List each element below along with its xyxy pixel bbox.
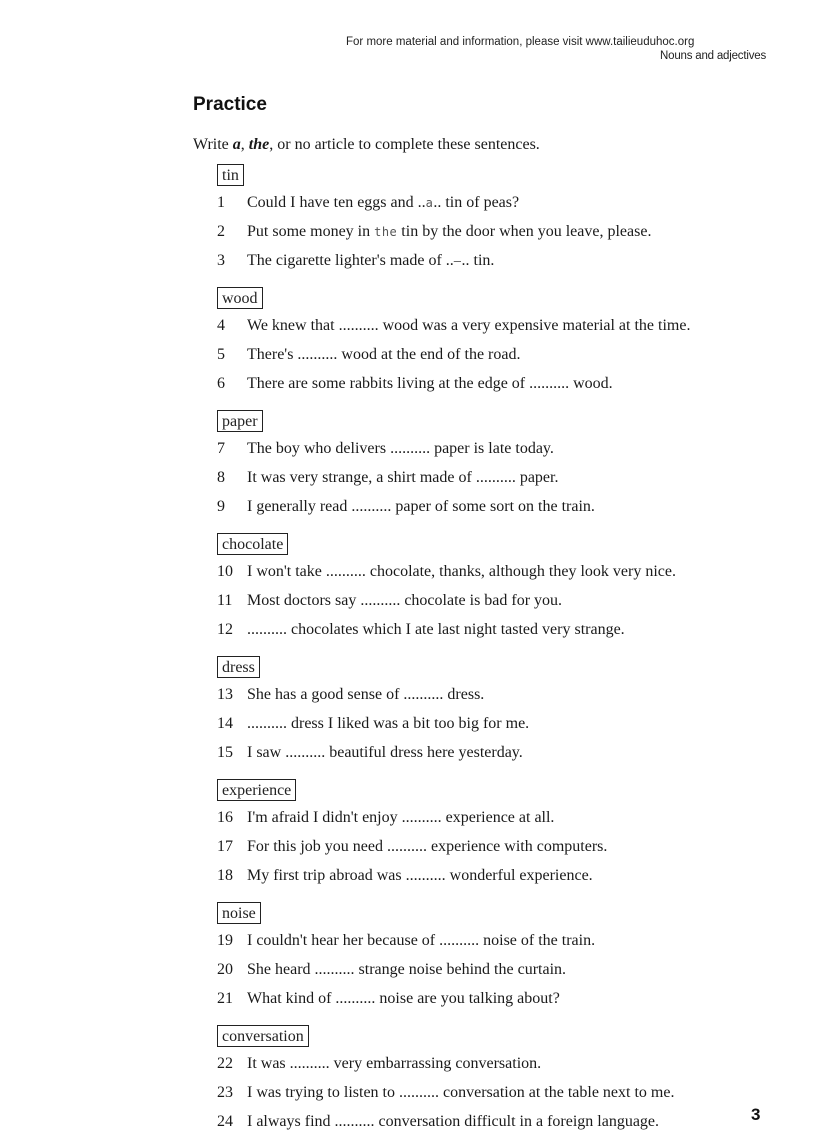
item-number: 12 bbox=[217, 621, 233, 638]
instruction-article-the: the bbox=[248, 136, 270, 153]
item-text: .......... chocolates which I ate last night tasted very strange. bbox=[247, 621, 625, 638]
list-item bbox=[217, 620, 777, 649]
list-item bbox=[217, 837, 777, 866]
list-item bbox=[217, 960, 777, 989]
word-group-experience bbox=[217, 779, 777, 895]
list-item bbox=[217, 931, 777, 960]
keyword-box: tin bbox=[217, 164, 244, 186]
word-group-conversation bbox=[217, 1025, 777, 1141]
item-number: 23 bbox=[217, 1084, 233, 1101]
list-item bbox=[217, 989, 777, 1018]
list-item bbox=[217, 497, 777, 526]
item-number: 13 bbox=[217, 686, 233, 703]
item-text: .......... dress I liked was a bit too big for me. bbox=[247, 715, 530, 732]
list-item bbox=[217, 316, 777, 345]
handwritten-answer: – bbox=[453, 254, 462, 268]
list-item bbox=[217, 193, 777, 222]
list-item bbox=[217, 374, 777, 403]
item-number: 7 bbox=[217, 440, 225, 457]
word-group-dress bbox=[217, 656, 777, 772]
item-text: What kind of .......... noise are you talking about? bbox=[247, 990, 560, 1007]
item-text: She heard .......... strange noise behind the curtain. bbox=[247, 961, 567, 978]
item-number: 6 bbox=[217, 375, 225, 392]
item-text: She has a good sense of .......... dress. bbox=[247, 686, 485, 703]
keyword-box: wood bbox=[217, 287, 263, 309]
list-item bbox=[217, 222, 777, 251]
item-number: 4 bbox=[217, 317, 225, 334]
list-item bbox=[217, 439, 777, 468]
instruction-prefix: Write bbox=[193, 136, 233, 153]
section-heading: Nouns and adjectives bbox=[660, 50, 766, 62]
list-item bbox=[217, 1054, 777, 1083]
source-note: For more material and information, please visit www.tailieuduhoc.org bbox=[346, 36, 695, 48]
item-text-before: The cigarette lighter's made of .. bbox=[247, 252, 454, 269]
item-number: 21 bbox=[217, 990, 233, 1007]
word-group-wood bbox=[217, 287, 777, 403]
list-item bbox=[217, 1083, 777, 1112]
item-text: I couldn't hear her because of .......... noise of the train. bbox=[247, 932, 596, 949]
item-number: 17 bbox=[217, 838, 233, 855]
item-text: For this job you need .......... experience with computers. bbox=[247, 838, 608, 855]
item-text: It was very strange, a shirt made of .......... paper. bbox=[247, 469, 559, 486]
item-text-after: .. tin. bbox=[461, 252, 495, 269]
keyword-box: conversation bbox=[217, 1025, 309, 1047]
instruction-article-a: a bbox=[232, 136, 241, 153]
item-text: Most doctors say .......... chocolate is bad for you. bbox=[247, 592, 563, 609]
list-item bbox=[217, 743, 777, 772]
item-number: 24 bbox=[217, 1113, 233, 1130]
handwritten-answer: a bbox=[425, 196, 434, 210]
item-number: 15 bbox=[217, 744, 233, 761]
item-number: 5 bbox=[217, 346, 225, 363]
item-number: 3 bbox=[217, 252, 225, 269]
word-group-paper bbox=[217, 410, 777, 526]
item-number: 14 bbox=[217, 715, 233, 732]
keyword-box: chocolate bbox=[217, 533, 288, 555]
item-text: We knew that .......... wood was a very expensive material at the time. bbox=[247, 317, 691, 334]
list-item bbox=[217, 591, 777, 620]
item-number: 1 bbox=[217, 194, 225, 211]
page-title: Practice bbox=[193, 94, 267, 115]
item-text: My first trip abroad was .......... wonderful experience. bbox=[247, 867, 593, 884]
item-text: I saw .......... beautiful dress here yesterday. bbox=[247, 744, 523, 761]
item-number: 16 bbox=[217, 809, 233, 826]
item-text: It was .......... very embarrassing conversation. bbox=[247, 1055, 542, 1072]
item-text: I generally read .......... paper of some sort on the train. bbox=[247, 498, 595, 515]
item-number: 2 bbox=[217, 223, 225, 240]
keyword-box: dress bbox=[217, 656, 260, 678]
item-number: 19 bbox=[217, 932, 233, 949]
list-item bbox=[217, 866, 777, 895]
keyword-box: paper bbox=[217, 410, 263, 432]
list-item bbox=[217, 808, 777, 837]
word-group-tin bbox=[217, 164, 777, 280]
item-text: I'm afraid I didn't enjoy .......... experience at all. bbox=[247, 809, 555, 826]
page-number: 3 bbox=[751, 1105, 761, 1124]
item-text-after: .. tin of peas? bbox=[433, 194, 520, 211]
item-number: 22 bbox=[217, 1055, 233, 1072]
item-number: 8 bbox=[217, 469, 225, 486]
item-text: The boy who delivers .......... paper is late today. bbox=[247, 440, 554, 457]
list-item bbox=[217, 1112, 777, 1141]
item-number: 11 bbox=[217, 592, 233, 609]
item-text: I always find .......... conversation difficult in a foreign language. bbox=[247, 1113, 660, 1130]
item-text-after: tin by the door when you leave, please. bbox=[397, 223, 652, 240]
item-number: 9 bbox=[217, 498, 225, 515]
list-item bbox=[217, 714, 777, 743]
item-number: 18 bbox=[217, 867, 233, 884]
item-text-before: Put some money in bbox=[247, 223, 375, 240]
item-text: I won't take .......... chocolate, thanks, although they look very nice. bbox=[247, 563, 676, 580]
exercise-list bbox=[217, 164, 777, 1148]
item-number: 20 bbox=[217, 961, 233, 978]
item-text: I was trying to listen to .......... conversation at the table next to me. bbox=[247, 1084, 675, 1101]
list-item bbox=[217, 468, 777, 497]
list-item bbox=[217, 251, 777, 280]
instruction-comma: , bbox=[240, 136, 249, 153]
item-text: There are some rabbits living at the edge of .......... wood. bbox=[247, 375, 613, 392]
keyword-box: experience bbox=[217, 779, 296, 801]
item-text-before: Could I have ten eggs and .. bbox=[247, 194, 426, 211]
item-text: There's .......... wood at the end of the road. bbox=[247, 346, 521, 363]
list-item bbox=[217, 685, 777, 714]
word-group-chocolate bbox=[217, 533, 777, 649]
word-group-noise bbox=[217, 902, 777, 1018]
handwritten-answer: the bbox=[374, 225, 398, 239]
instruction-suffix: , or no article to complete these sentences. bbox=[269, 136, 540, 153]
instruction bbox=[193, 136, 540, 154]
list-item bbox=[217, 562, 777, 591]
list-item bbox=[217, 345, 777, 374]
item-number: 10 bbox=[217, 563, 233, 580]
keyword-box: noise bbox=[217, 902, 261, 924]
